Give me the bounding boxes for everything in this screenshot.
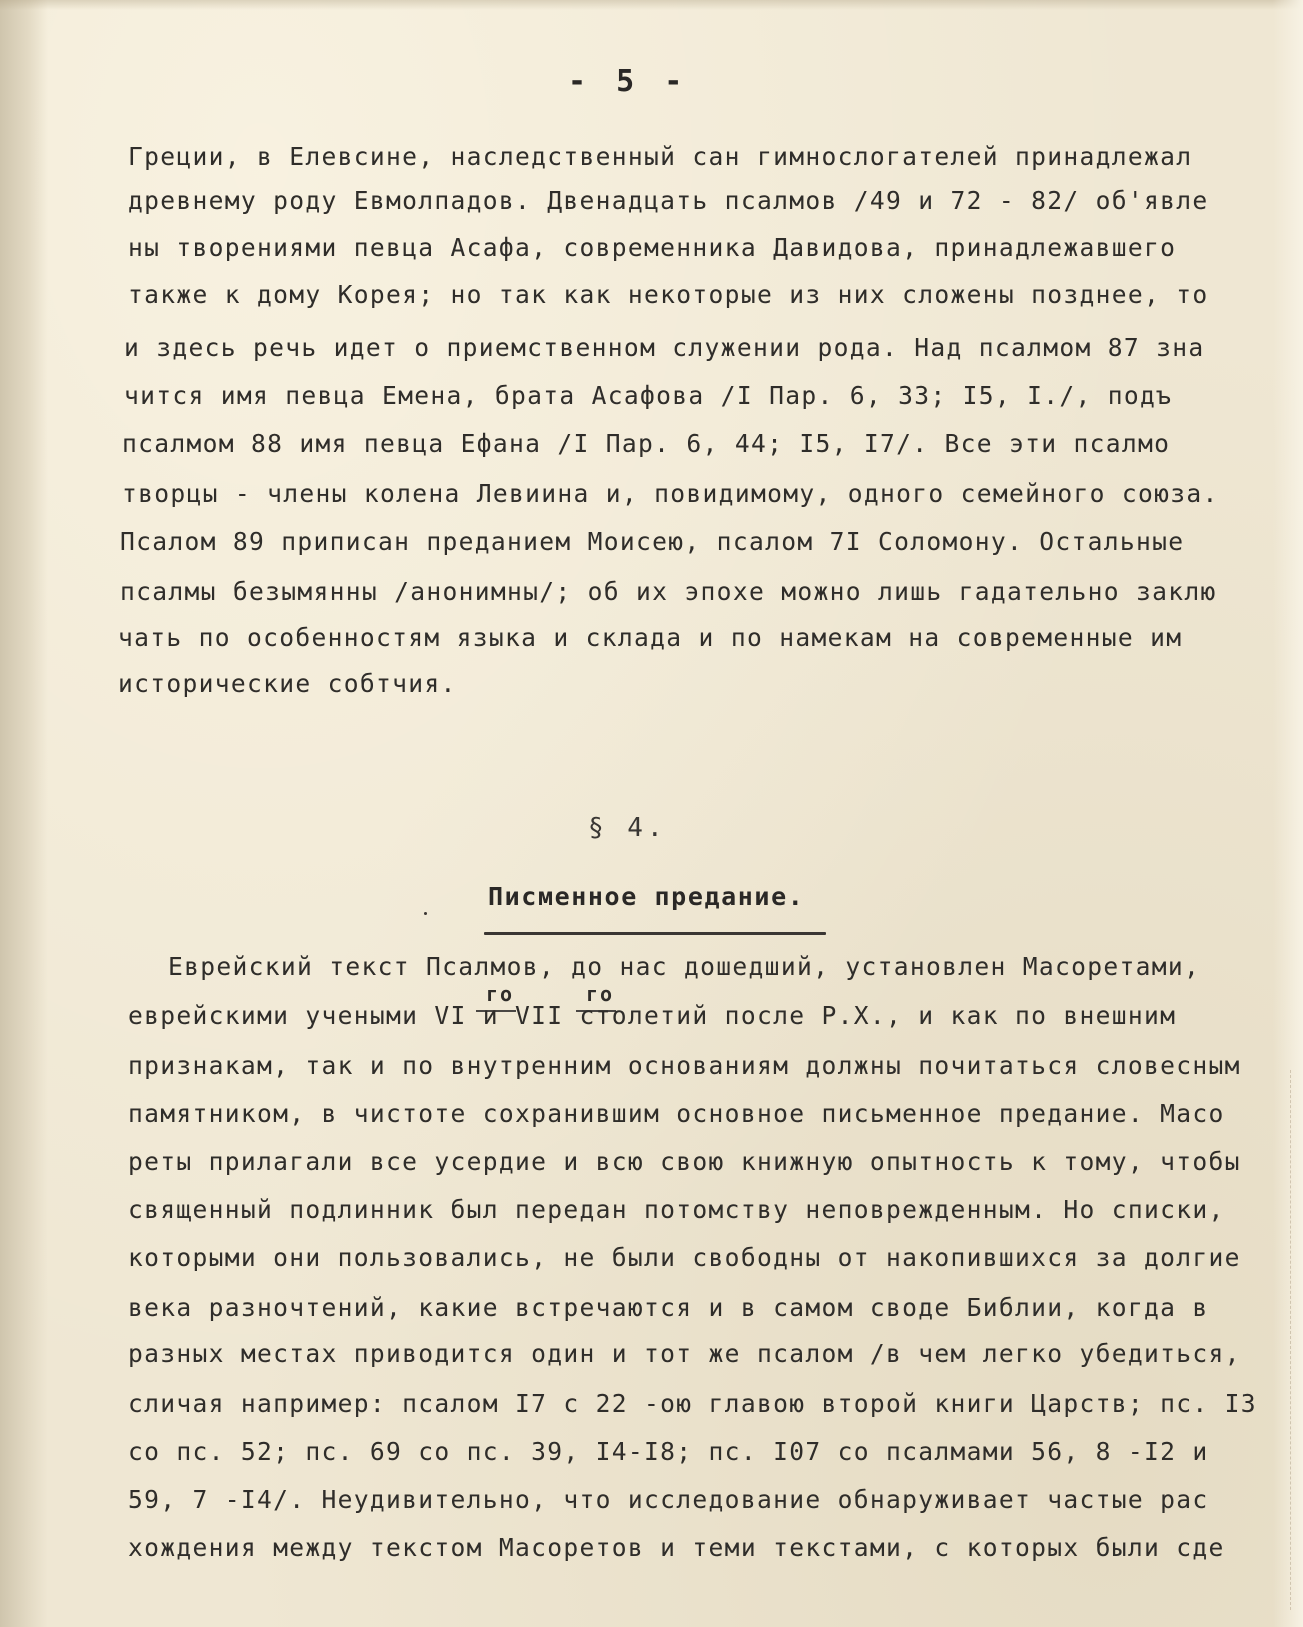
text-line: разных местах приводится один и тот же псалом /в чем легко убедиться, — [128, 1339, 1241, 1368]
page-right-edge — [1273, 0, 1303, 1627]
text-line: 59, 7 -I4/. Неудивительно, что исследование обнаруживает частые рас — [128, 1485, 1209, 1514]
page-left-edge — [0, 0, 48, 1627]
text-line: Греции, в Елевсине, наследственный сан гимнослогателей принадлежал — [128, 142, 1193, 171]
text-line: чать по особенностям языка и склада и по намекам на современные им — [118, 623, 1183, 652]
text-line: ны творениями певца Асафа, современника Давидова, принадлежавшего — [128, 233, 1177, 262]
text-line: псалмом 88 имя певца Ефана /I Пар. 6, 44; I5, I7/. Все эти псалмо — [122, 429, 1171, 458]
text-line: со пс. 52; пс. 69 со пс. 39, I4-I8; пс. I07 со псалмами 56, 8 -I2 и — [128, 1437, 1209, 1466]
heading-underline — [484, 932, 826, 935]
text-line: исторические собтчия. — [118, 669, 457, 698]
section-number: § 4. — [588, 813, 667, 843]
text-line: священный подлинник был передан потомству неповрежденным. Но списки, — [128, 1195, 1225, 1224]
text-line: еврейскими учеными VI и VII столетий после Р.Х., и как по внешним — [128, 1001, 1177, 1030]
text-line: века разночтений, какие встречаются и в самом своде Библии, когда в — [128, 1293, 1209, 1322]
text-line: реты прилагали все усердие и всю свою книжную опытность к тому, чтобы — [128, 1147, 1241, 1176]
text-line: псалмы безымянны /анонимны/; об их эпохе можно лишь гадательно заклю — [120, 577, 1217, 606]
text-line: и здесь речь идет о приемственном служении рода. Над псалмом 87 зна — [124, 333, 1205, 362]
text-line: которыми они пользовались, не были свободны от накопившихся за долгие — [128, 1243, 1241, 1272]
ink-speck — [424, 912, 427, 915]
page-tear-mark — [1290, 1070, 1297, 1610]
text-line: хождения между текстом Масоретов и теми текстами, с которых были сде — [128, 1533, 1225, 1562]
text-line: Еврейский текст Псалмов, до нас дошедший, установлен Масоретами, — [168, 952, 1201, 981]
text-line: Псалом 89 приписан преданием Моисею, псалом 7I Соломону. Остальные — [120, 527, 1185, 556]
text-line: древнему роду Евмолпадов. Двенадцать псалмов /49 и 72 - 82/ об'явле — [128, 186, 1209, 215]
text-line: памятником, в чистоте сохранившим основное письменное предание. Масо — [128, 1099, 1225, 1128]
page-number: - 5 - — [568, 64, 689, 99]
superscript-ordinal: го — [486, 982, 515, 1006]
page-top-shadow — [0, 0, 1303, 10]
superscript-ordinal: го — [586, 982, 615, 1006]
text-line: сличая например: псалом I7 с 22 -ою главою второй книги Царств; пс. I3 — [128, 1389, 1257, 1418]
text-line: чится имя певца Емена, брата Асафова /I Пар. 6, 33; I5, I./, подъ — [124, 381, 1173, 410]
text-line: также к дому Корея; но так как некоторые из них сложены позднее, то — [128, 280, 1209, 309]
text-line: творцы - члены колена Левиина и, повидимому, одного семейного союза. — [122, 479, 1219, 508]
section-heading: Писменное предание. — [488, 882, 805, 911]
text-line: признакам, так и по внутренним основаниям должны почитаться словесным — [128, 1051, 1241, 1080]
